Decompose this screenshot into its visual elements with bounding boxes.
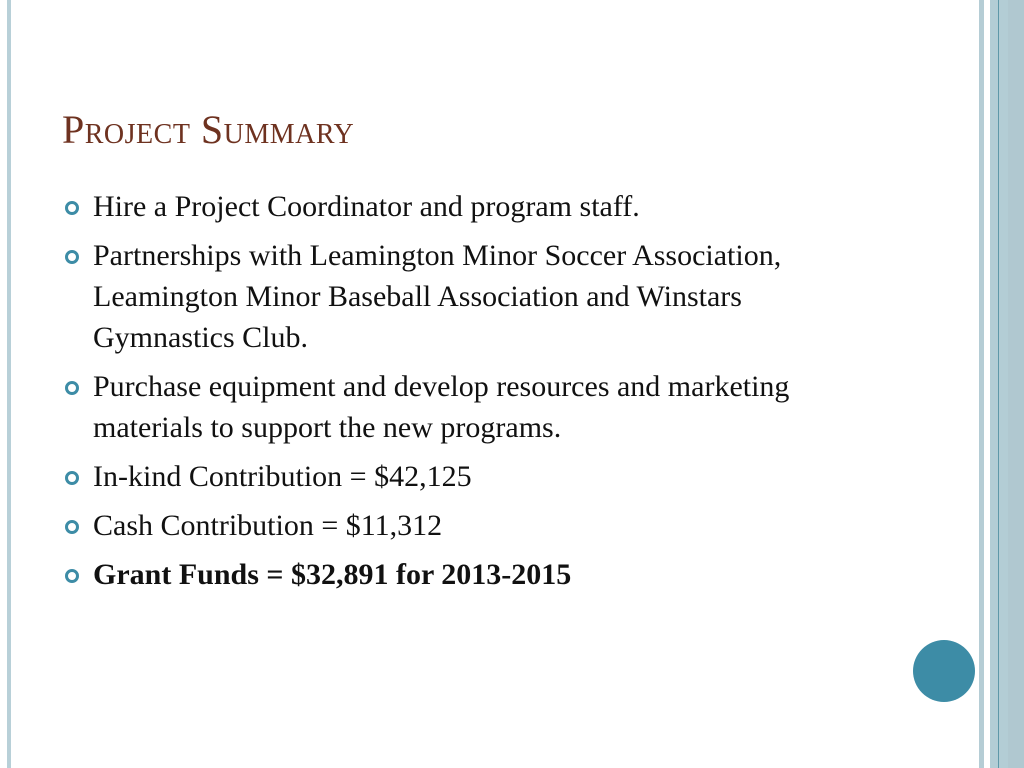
bullet-text: Partnerships with Leamington Minor Soccer Association, Leamington Minor Baseball Association and Winstars Gymnastics Club. [93,239,782,354]
bullet-ring-icon [65,569,79,583]
slide-title: Project Summary [62,107,355,152]
bullet-text: Grant Funds = $32,891 for 2013-2015 [93,558,572,591]
decorative-circle [913,640,975,702]
bullet-text: Hire a Project Coordinator and program staff. [93,190,640,223]
bullet-item [62,456,862,497]
bullet-ring-icon [65,201,79,215]
bullet-item [62,366,862,448]
right-border-band-outer [1008,0,1024,768]
bullet-ring-icon [65,250,79,264]
bullet-list [62,186,862,603]
bullet-ring-icon [65,381,79,395]
bullet-item [62,235,862,358]
bullet-text: Purchase equipment and develop resources and marketing materials to support the new programs. [93,370,790,444]
bullet-item [62,186,862,227]
right-border-line [998,0,999,768]
right-border-stripe [979,0,984,768]
bullet-text: Cash Contribution = $11,312 [93,509,443,542]
bullet-item-grant [62,554,862,595]
left-border-stripe [7,0,11,768]
bullet-ring-icon [65,520,79,534]
bullet-ring-icon [65,471,79,485]
bullet-text: In-kind Contribution = $42,125 [93,460,472,493]
bullet-item [62,505,862,546]
